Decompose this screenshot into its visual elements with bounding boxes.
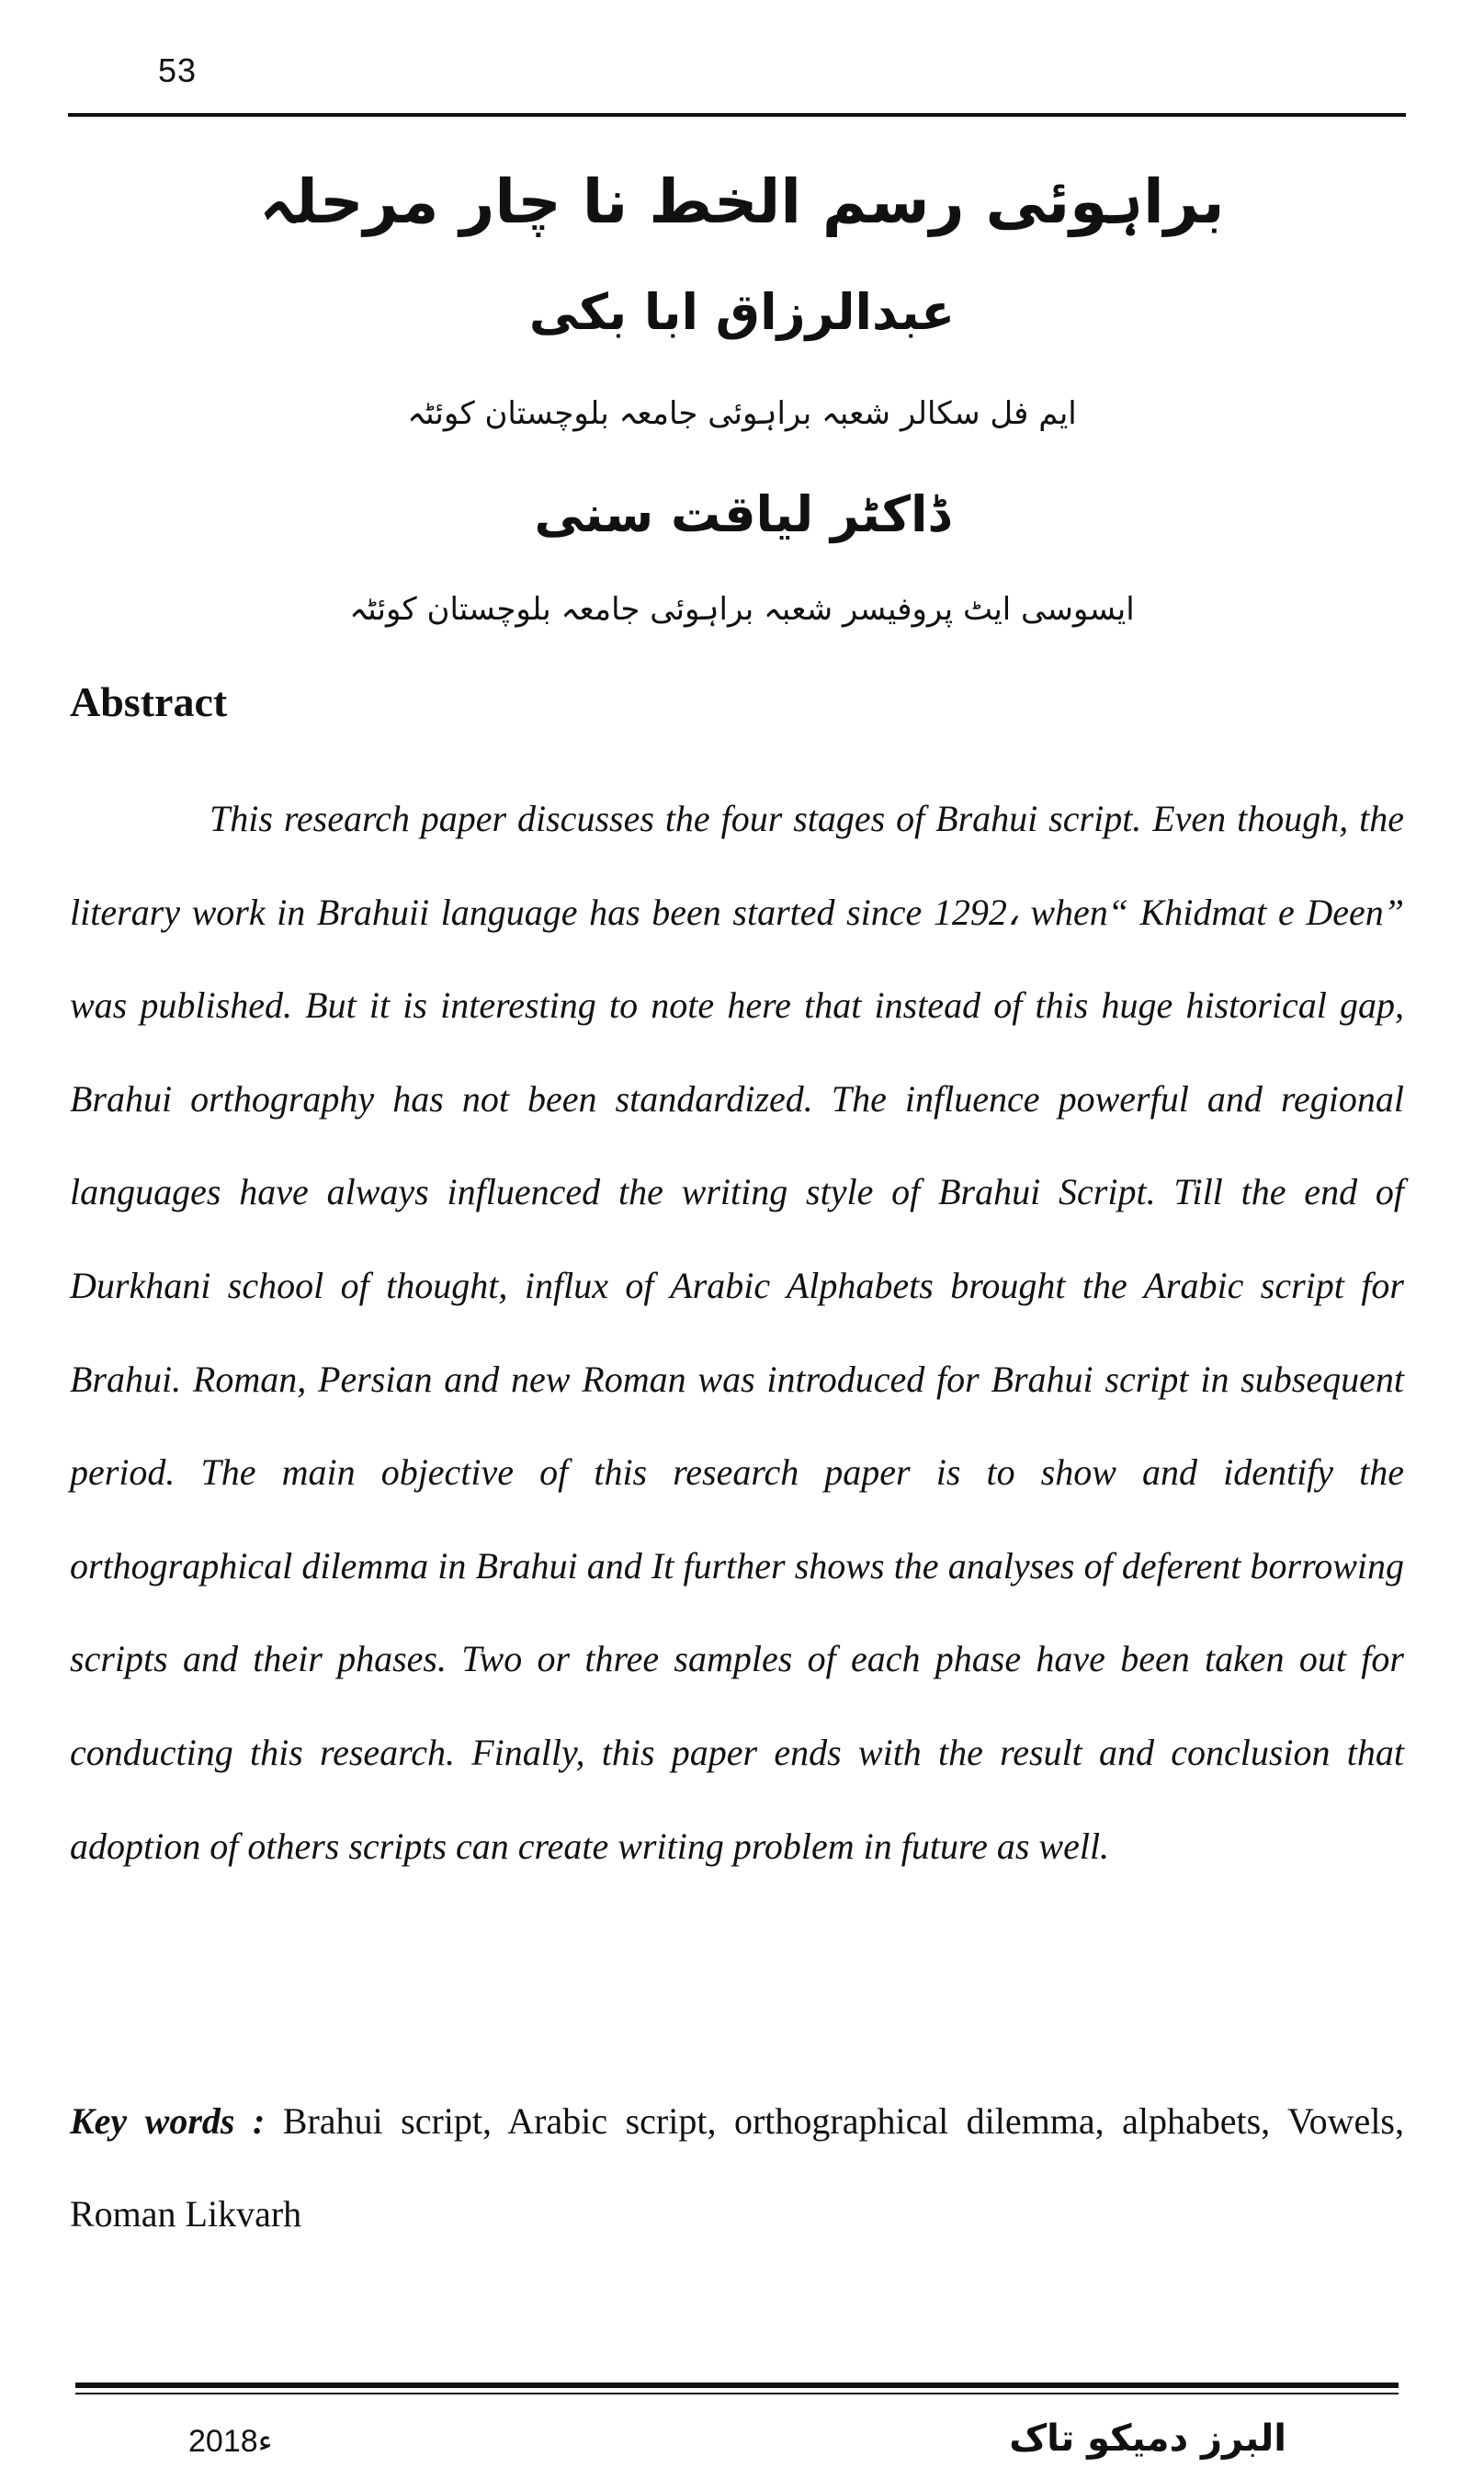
abstract-heading: Abstract: [70, 678, 228, 725]
author-1-affiliation: ایم فل سکالر شعبہ براہوئی جامعہ بلوچستان کوئٹہ: [407, 395, 1077, 432]
author-1-name: عبدالرزاق ابا بکی: [528, 283, 956, 341]
footer-journal-name: البرز دمیکو تاک: [1009, 2417, 1286, 2460]
page-number: 53: [158, 51, 198, 89]
author-2-name: ڈاکٹر لیاقت سنی: [534, 485, 950, 543]
keywords-text: Brahui script, Arabic script, orthographical dilemma, alphabets, Vowels, Roman Likvarh: [70, 2100, 1404, 2235]
footer-year: 2018ء: [188, 2424, 273, 2459]
keywords-label: Key words :: [70, 2100, 266, 2142]
footer-divider-thick: [75, 2383, 1399, 2388]
paper-title-urdu: براہوئی رسم الخط نا چار مرحلہ: [259, 166, 1225, 237]
abstract-body: This research paper discusses the four stages of Brahui script. Even though, the literary work in Brahuii language has been started since 1292، when“ Khidmat e Deen” was published. But it is interesting to note here that instead of this huge historical gap, Brahui orthography has not been standardized. The influence powerful and regional languages have always influenced the writing style of Brahui Script. Till the end of Durkhani school of thought, influx of Arabic Alphabets brought the Arabic script for Brahui. Roman, Persian and new Roman was introduced for Brahui script in subsequent period. The main objective of this research paper is to show and identify the orthographical dilemma in Brahui and It further shows the analyses of deferent borrowing scripts and their phases. Two or three samples of each phase have been taken out for conducting this research. Finally, this paper ends with the result and conclusion that adoption of others scripts can create writing problem in future as well.: [70, 798, 1404, 1867]
top-divider: [68, 113, 1406, 117]
footer-divider-thin: [75, 2393, 1399, 2394]
keywords-paragraph: [70, 2075, 1404, 2260]
author-2-affiliation: ایسوسی ایٹ پروفیسر شعبہ براہوئی جامعہ بلوچستان کوئٹہ: [349, 591, 1135, 628]
